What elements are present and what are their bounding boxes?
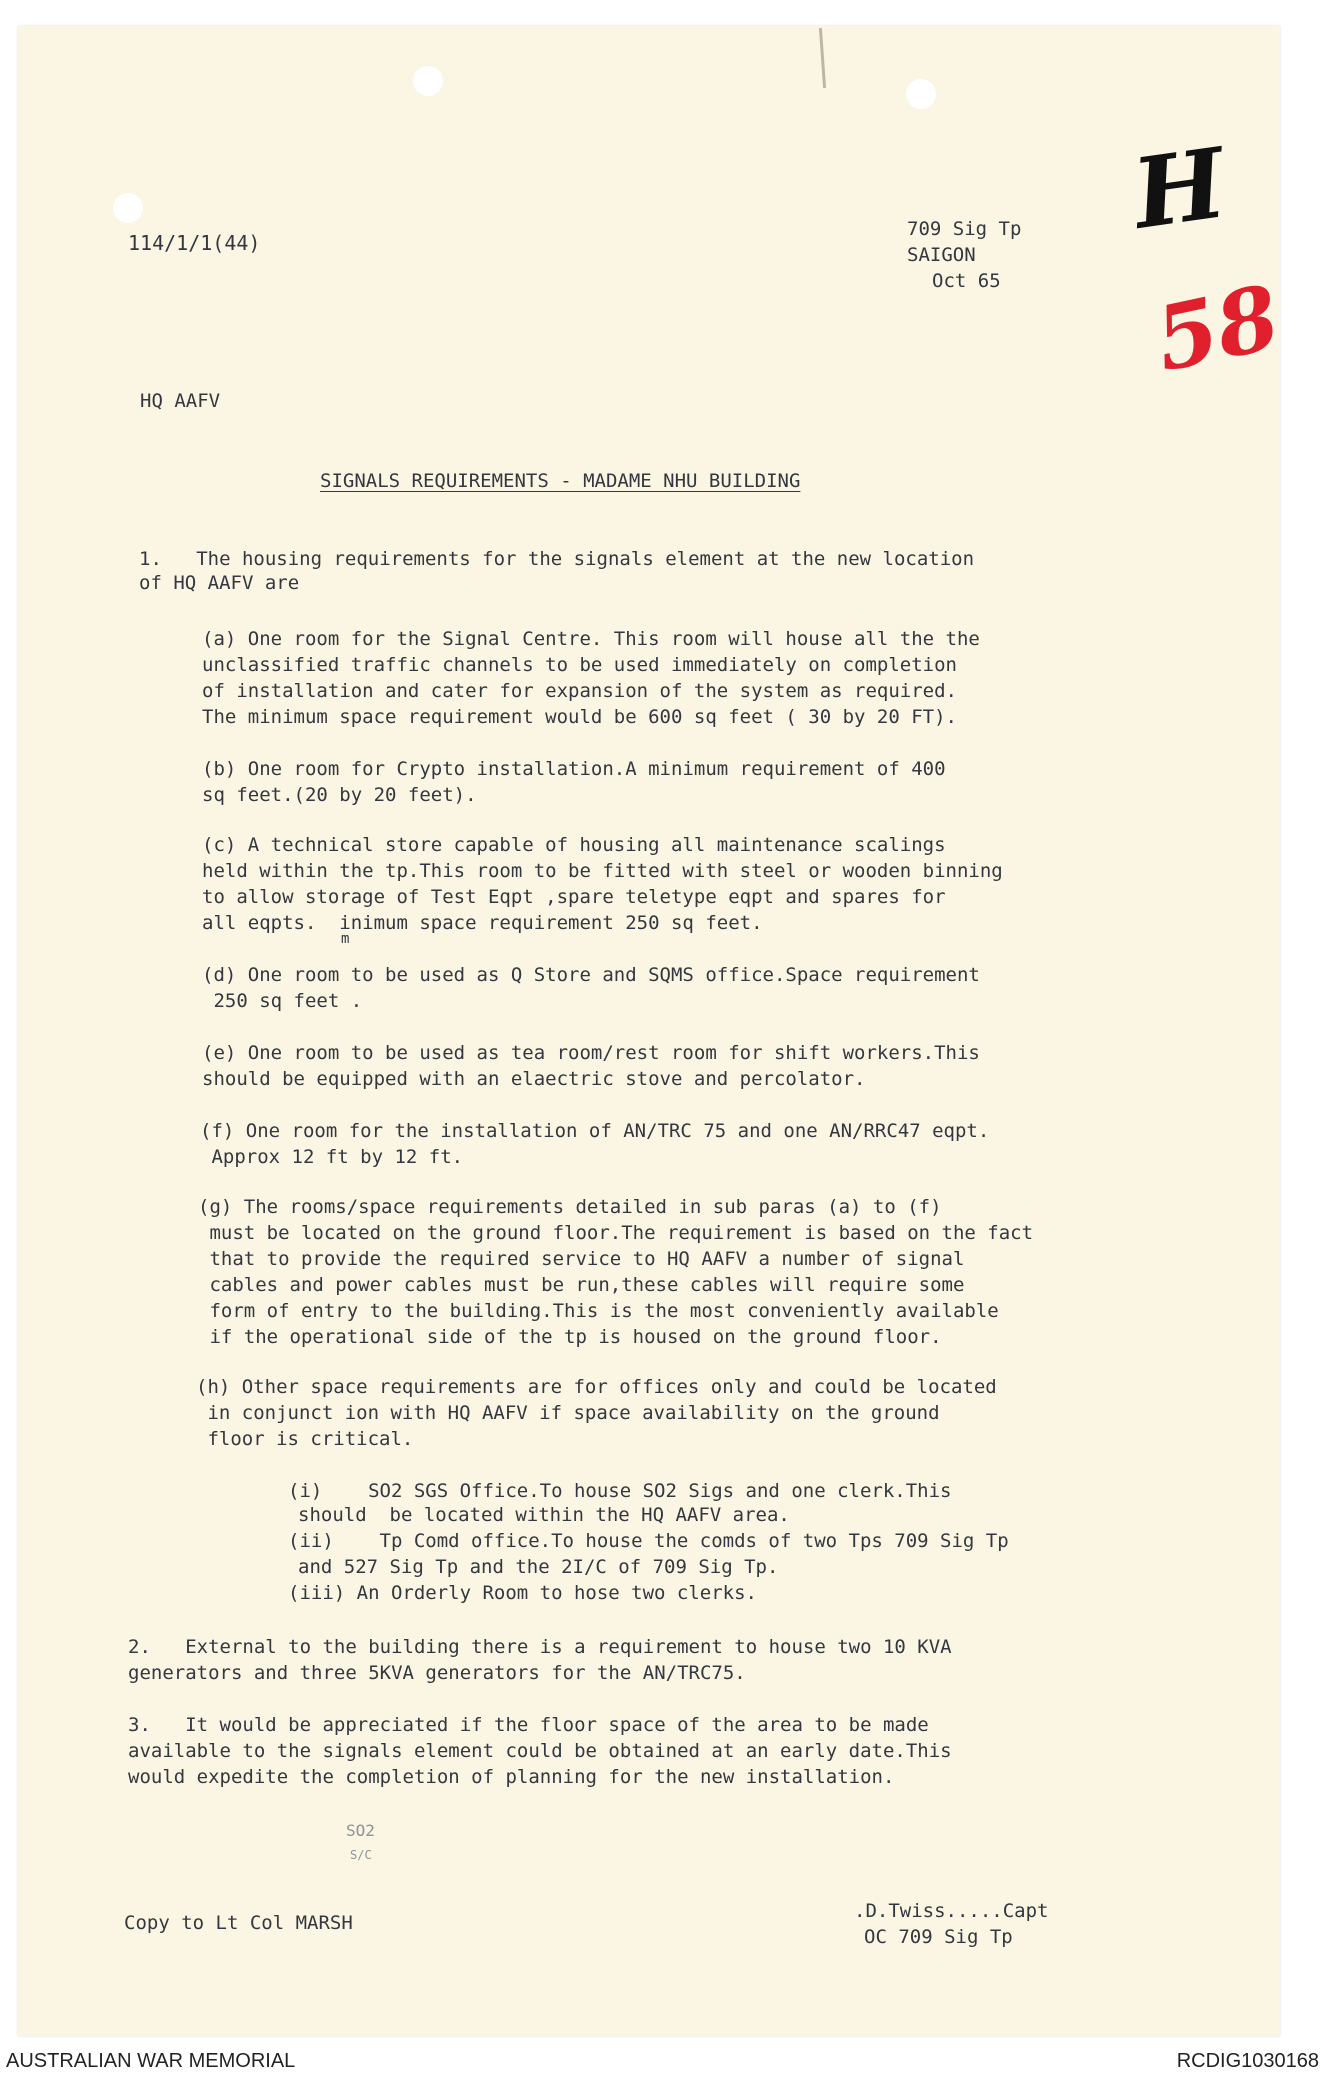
file-reference: 114/1/1(44) bbox=[128, 231, 261, 255]
copy-to-line: Copy to Lt Col MARSH bbox=[124, 1912, 353, 1934]
handwritten-red-number: 58 bbox=[1146, 264, 1288, 392]
paragraph-line: unclassified traffic channels to be used immediately on completion bbox=[202, 654, 957, 676]
paragraph-line: sq feet.(20 by 20 feet). bbox=[202, 784, 477, 806]
paragraph-line: Approx 12 ft by 12 ft. bbox=[200, 1146, 464, 1168]
paragraph-line: held within the tp.This room to be fitted with steel or wooden binning bbox=[202, 860, 1003, 882]
paragraph-line: to allow storage of Test Eqpt ,spare teletype eqpt and spares for bbox=[202, 886, 946, 908]
ghost-mark: SO2 bbox=[346, 1821, 375, 1840]
paragraph-line: if the operational side of the tp is housed on the ground floor. bbox=[198, 1326, 942, 1348]
punch-hole bbox=[113, 193, 143, 223]
paragraph-line: generators and three 5KVA generators for the AN/TRC75. bbox=[128, 1662, 746, 1684]
paragraph-line: (i) SO2 SGS Office.To house SO2 Sigs and one clerk.This bbox=[288, 1480, 952, 1502]
paragraph-line: of installation and cater for expansion of the system as required. bbox=[202, 680, 957, 702]
paragraph-line: in conjunct ion with HQ AAFV if space availability on the ground bbox=[196, 1402, 940, 1424]
sender-place: SAIGON bbox=[907, 244, 976, 266]
footer-catalog-id: RCDIG1030168 bbox=[1176, 2050, 1319, 2072]
paragraph-line: cables and power cables must be run,these cables will require some bbox=[198, 1274, 965, 1296]
sender-date: Oct 65 bbox=[932, 270, 1001, 292]
signature-position: OC 709 Sig Tp bbox=[864, 1926, 1013, 1948]
paragraph-line: (b) One room for Crypto installation.A minimum requirement of 400 bbox=[202, 758, 946, 780]
paragraph-line: (h) Other space requirements are for offices only and could be located bbox=[196, 1376, 997, 1398]
paragraph-line: (f) One room for the installation of AN/TRC 75 and one AN/RRC47 eqpt. bbox=[200, 1120, 990, 1142]
paragraph-line: floor is critical. bbox=[196, 1428, 414, 1450]
punch-hole bbox=[413, 66, 443, 96]
paragraph-line: should be equipped with an elaectric stove and percolator. bbox=[202, 1068, 866, 1090]
punch-hole bbox=[906, 79, 936, 109]
paragraph-line: (iii) An Orderly Room to hose two clerks. bbox=[288, 1582, 757, 1604]
paragraph-line: form of entry to the building.This is the most conveniently available bbox=[198, 1300, 999, 1322]
paragraph-line: (a) One room for the Signal Centre. This room will house all the the bbox=[202, 628, 980, 650]
handwritten-insertion: m bbox=[341, 931, 350, 947]
paragraph-line: 2. External to the building there is a requirement to house two 10 KVA bbox=[128, 1636, 952, 1658]
paragraph-line: and 527 Sig Tp and the 2I/C of 709 Sig Tp. bbox=[298, 1556, 779, 1578]
footer-source: AUSTRALIAN WAR MEMORIAL bbox=[6, 2050, 296, 2072]
paragraph-line: must be located on the ground floor.The requirement is based on the fact bbox=[198, 1222, 1034, 1244]
paragraph-line: all eqpts. inimum space requirement 250 sq feet. bbox=[202, 912, 763, 934]
handwritten-mark: H bbox=[1126, 126, 1233, 251]
paragraph-line: of HQ AAFV are bbox=[139, 572, 300, 594]
paragraph-line: would expedite the completion of planning for the new installation. bbox=[128, 1766, 895, 1788]
paragraph-line: (c) A technical store capable of housing all maintenance scalings bbox=[202, 834, 946, 856]
paragraph-line: (e) One room to be used as tea room/rest room for shift workers.This bbox=[202, 1042, 980, 1064]
paragraph-line: available to the signals element could be obtained at an early date.This bbox=[128, 1740, 952, 1762]
addressee: HQ AAFV bbox=[140, 390, 221, 412]
paragraph-line: (ii) Tp Comd office.To house the comds of two Tps 709 Sig Tp bbox=[288, 1530, 1009, 1552]
ghost-mark: S/C bbox=[350, 1848, 372, 1862]
paragraph-line: The minimum space requirement would be 600 sq feet ( 30 by 20 FT). bbox=[202, 706, 957, 728]
paragraph-line: that to provide the required service to HQ AAFV a number of signal bbox=[198, 1248, 965, 1270]
paragraph-line: (g) The rooms/space requirements detailed in sub paras (a) to (f) bbox=[198, 1196, 942, 1218]
paragraph-line: 250 sq feet . bbox=[202, 990, 363, 1012]
sender-unit: 709 Sig Tp bbox=[907, 218, 1022, 240]
paragraph-line: 3. It would be appreciated if the floor space of the area to be made bbox=[128, 1714, 929, 1736]
paragraph-line: should be located within the HQ AAFV area. bbox=[298, 1504, 790, 1526]
signature-line: .D.Twiss.....Capt bbox=[854, 1900, 1049, 1922]
paragraph-line: (d) One room to be used as Q Store and SQMS office.Space requirement bbox=[202, 964, 980, 986]
document-title: SIGNALS REQUIREMENTS - MADAME NHU BUILDING bbox=[320, 470, 801, 492]
paragraph-line: 1. The housing requirements for the signals element at the new location bbox=[139, 548, 975, 570]
